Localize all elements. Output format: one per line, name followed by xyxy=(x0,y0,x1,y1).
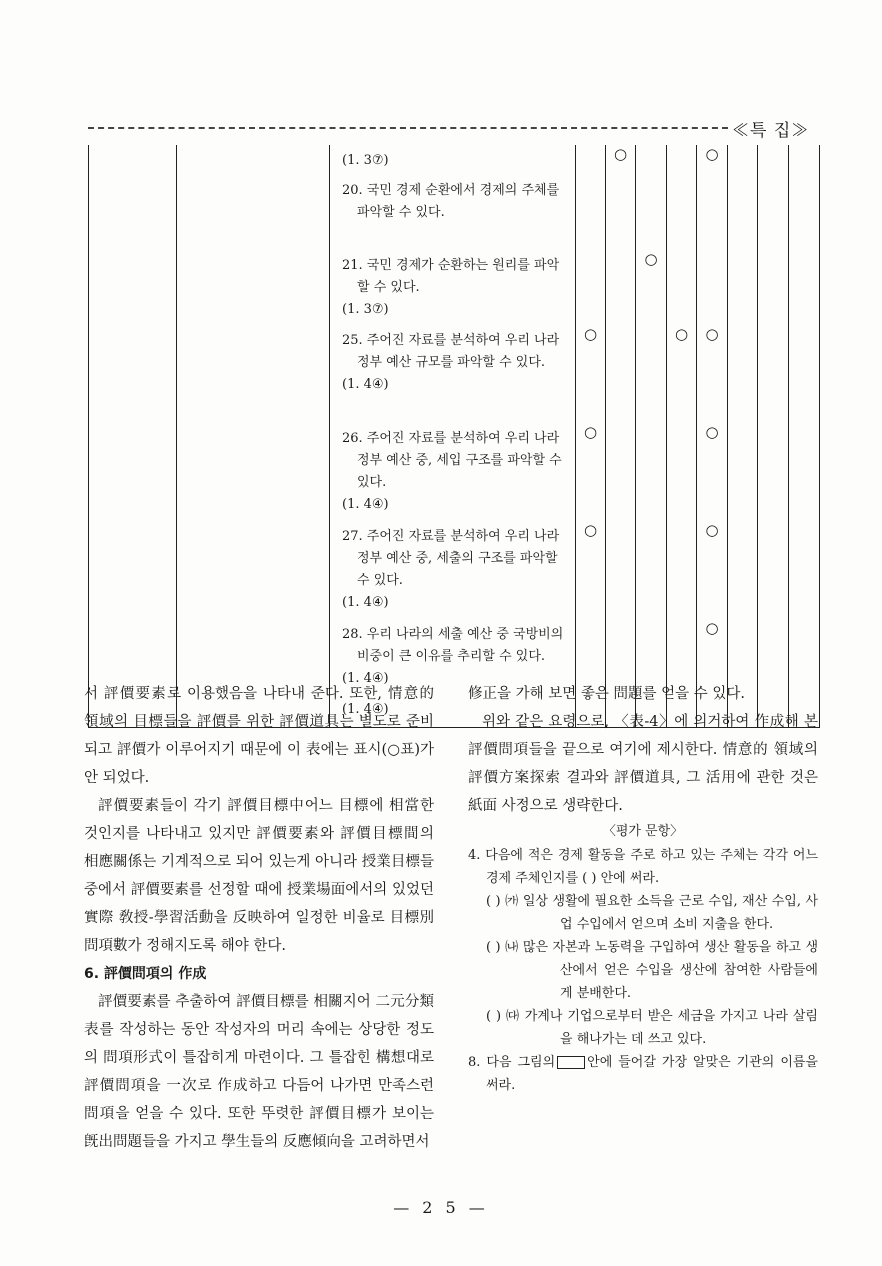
objective-cell xyxy=(330,250,576,325)
mark-cell xyxy=(606,423,636,521)
mark-cell xyxy=(576,521,606,619)
objective-cell xyxy=(330,521,576,619)
table-row xyxy=(89,175,820,250)
right-column xyxy=(468,680,818,1097)
paragraph: 서 評價要素로 이용했음을 나타내 준다. 또한, 情意的 領域의 目標들을 評價를 위한 評價道具는 별도로 준비되고 評價가 이루어지기 때문에 이 表에는 표시(○표)가 안 되었다. xyxy=(84,686,434,786)
mark-cell xyxy=(789,521,820,619)
mark-cell xyxy=(667,145,697,175)
empty-cell xyxy=(177,325,330,423)
circle-mark: ○ xyxy=(613,145,628,163)
mark-cell xyxy=(758,521,789,619)
empty-cell xyxy=(177,250,330,325)
mark-cell xyxy=(789,325,820,423)
empty-cell xyxy=(89,250,177,325)
mark-cell xyxy=(606,145,636,175)
mark-cell xyxy=(728,145,758,175)
objective-statement: 27. 주어진 자료를 분석하여 우리 나라 정부 예산 중, 세출의 구조를 파악할 수 있다. xyxy=(342,529,560,588)
circle-mark: ○ xyxy=(705,145,719,163)
mark-cell xyxy=(728,521,758,619)
mark-cell xyxy=(576,423,606,521)
objective-statement: 21. 국민 경제가 순환하는 원리를 파악할 수 있다. xyxy=(342,258,560,295)
mark-cell xyxy=(606,250,636,325)
mark-cell xyxy=(697,423,728,521)
mark-cell xyxy=(728,423,758,521)
circle-mark: ○ xyxy=(705,423,719,441)
objective-code: (1. 4④) xyxy=(342,497,389,512)
question-text: 8. 다음 그림의 xyxy=(468,1055,556,1070)
table-row xyxy=(89,521,820,619)
mark-cell xyxy=(667,250,697,325)
empty-cell xyxy=(89,325,177,423)
objective-statement: 28. 우리 나라의 세출 예산 중 국방비의 비중이 큰 이유를 추리할 수 있다. xyxy=(342,627,564,664)
objective-code: (1. 3⑦) xyxy=(342,153,389,168)
circle-mark: ○ xyxy=(583,521,598,539)
mark-cell xyxy=(758,175,789,250)
circle-mark: ○ xyxy=(644,250,658,268)
question-option: ( ) ㈏ 많은 자본과 노동력을 구입하여 생산 활동을 하고 생산에서 얻은 수입을 생산에 참여한 사람들에게 분배한다. xyxy=(486,940,818,1001)
mark-cell xyxy=(576,325,606,423)
mark-cell xyxy=(697,145,728,175)
mark-cell xyxy=(606,175,636,250)
page-number: — 2 5 — xyxy=(393,1198,489,1217)
circle-mark: ○ xyxy=(674,325,689,343)
mark-cell xyxy=(667,423,697,521)
evaluation-title: 〈평가 문항〉 xyxy=(602,824,684,839)
section-header: ≪특 집≫ xyxy=(732,121,810,141)
mark-cell xyxy=(667,521,697,619)
objective-code: (1. 4④) xyxy=(342,595,389,610)
question-option: ( ) ㈎ 일상 생활에 필요한 소득을 근로 수입, 재산 수입, 사업 수입에서 얻으며 소비 지출을 한다. xyxy=(486,894,818,932)
objective-cell xyxy=(330,145,576,175)
blank-box-icon xyxy=(557,1056,585,1069)
mark-cell xyxy=(636,325,667,423)
circle-mark: ○ xyxy=(583,325,598,343)
mark-cell xyxy=(758,145,789,175)
left-column xyxy=(84,680,434,1156)
mark-cell xyxy=(576,250,606,325)
paragraph: 評價要素를 추출하여 評價目標를 相關지어 二元分類表를 작성하는 동안 작성자의 머리 속에는 상당한 정도의 問項形式이 틀잡히게 마련이다. 그 틀잡힌 構想대로 評價問項을 一次로 作成하고 다듬어 나가면 만족스런 問項을 얻을 수 있다. 또한 뚜렷한 評價目標가 보이는 旣出問題들을 가지고 學生들의 反應傾向을 고려하면서 xyxy=(84,994,434,1150)
section-heading: 6. 評價問項의 作成 xyxy=(84,966,207,982)
question-8 xyxy=(468,1051,818,1097)
question-text: 4. 다음에 적은 경제 활동을 주로 하고 있는 주체는 각각 어느 경제 주체인지를 ( ) 안에 써라. xyxy=(468,848,818,886)
mark-cell xyxy=(636,423,667,521)
empty-cell xyxy=(177,423,330,521)
question-4 xyxy=(468,844,818,1051)
header-dashed-rule xyxy=(88,127,728,129)
objective-code: (1. 4④) xyxy=(342,671,389,686)
objective-statement: 20. 국민 경제 순환에서 경제의 주체를 파악할 수 있다. xyxy=(342,183,560,220)
mark-cell xyxy=(758,423,789,521)
mark-cell xyxy=(697,325,728,423)
mark-cell xyxy=(789,175,820,250)
mark-cell xyxy=(789,250,820,325)
objective-cell xyxy=(330,423,576,521)
objective-cell xyxy=(330,325,576,423)
mark-cell xyxy=(576,175,606,250)
objective-statement: 25. 주어진 자료를 분석하여 우리 나라 정부 예산 규모를 파악할 수 있다. xyxy=(342,333,560,370)
table-row xyxy=(89,250,820,325)
empty-cell xyxy=(177,145,330,175)
mark-cell xyxy=(789,145,820,175)
empty-cell xyxy=(89,521,177,619)
mark-cell xyxy=(789,423,820,521)
mark-cell xyxy=(576,145,606,175)
mark-cell xyxy=(697,250,728,325)
table-row xyxy=(89,325,820,423)
mark-cell xyxy=(636,250,667,325)
mark-cell xyxy=(636,175,667,250)
mark-cell xyxy=(758,325,789,423)
empty-cell xyxy=(177,521,330,619)
empty-cell xyxy=(177,175,330,250)
mark-cell xyxy=(697,521,728,619)
circle-mark: ○ xyxy=(583,423,598,441)
question-text: 안에 들어갈 가장 알맞은 기관의 이름을 써라. xyxy=(486,1055,818,1093)
mark-cell xyxy=(606,521,636,619)
objective-statement: 26. 주어진 자료를 분석하여 우리 나라 정부 예산 중, 세입 구조를 파악할 수 있다. xyxy=(342,431,562,490)
mark-cell xyxy=(606,325,636,423)
mark-cell xyxy=(697,175,728,250)
mark-cell xyxy=(667,175,697,250)
mark-cell xyxy=(728,325,758,423)
mark-cell xyxy=(728,250,758,325)
objective-cell xyxy=(330,175,576,250)
empty-cell xyxy=(89,423,177,521)
paragraph: 評價要素들이 각기 評價目標中어느 目標에 相當한 것인지를 나타내고 있지만 評價要素와 評價目標間의 相應關係는 기계적으로 되어 있는게 아니라 授業目標들 중에서 評價要素를 선정할 때에 授業場面에서의 있었던 實際 敎授-學習活動을 反映하여 일정한 비율로 目標別 問項數가 정해지도록 해야 한다. xyxy=(84,798,434,954)
circle-mark: ○ xyxy=(705,521,719,539)
mark-cell xyxy=(636,145,667,175)
mark-cell xyxy=(728,175,758,250)
objective-code: (1. 4④) xyxy=(342,702,389,717)
objective-code: (1. 3⑦) xyxy=(342,302,389,317)
objectives-table xyxy=(88,145,820,728)
paragraph: 修正을 가해 보면 좋은 問題를 얻을 수 있다. xyxy=(468,686,745,702)
mark-cell xyxy=(636,521,667,619)
paragraph: 위와 같은 요령으로, 〈表-4〉에 의거하여 作成해 본 評價問項들을 끝으로 여기에 제시한다. 情意的 領域의 評價方案探索 결과와 評價道具, 그 活用에 관한 것은 紙面 사정으로 생략한다. xyxy=(468,714,818,814)
empty-cell xyxy=(89,145,177,175)
table-row xyxy=(89,145,820,175)
table-row xyxy=(89,423,820,521)
objective-code: (1. 4④) xyxy=(342,377,389,392)
mark-cell xyxy=(758,250,789,325)
circle-mark: ○ xyxy=(705,619,719,637)
mark-cell xyxy=(667,325,697,423)
empty-cell xyxy=(89,175,177,250)
question-option: ( ) ㈐ 가계나 기업으로부터 받은 세금을 가지고 나라 살림을 해나가는 데 쓰고 있다. xyxy=(486,1009,818,1047)
circle-mark: ○ xyxy=(705,325,719,343)
